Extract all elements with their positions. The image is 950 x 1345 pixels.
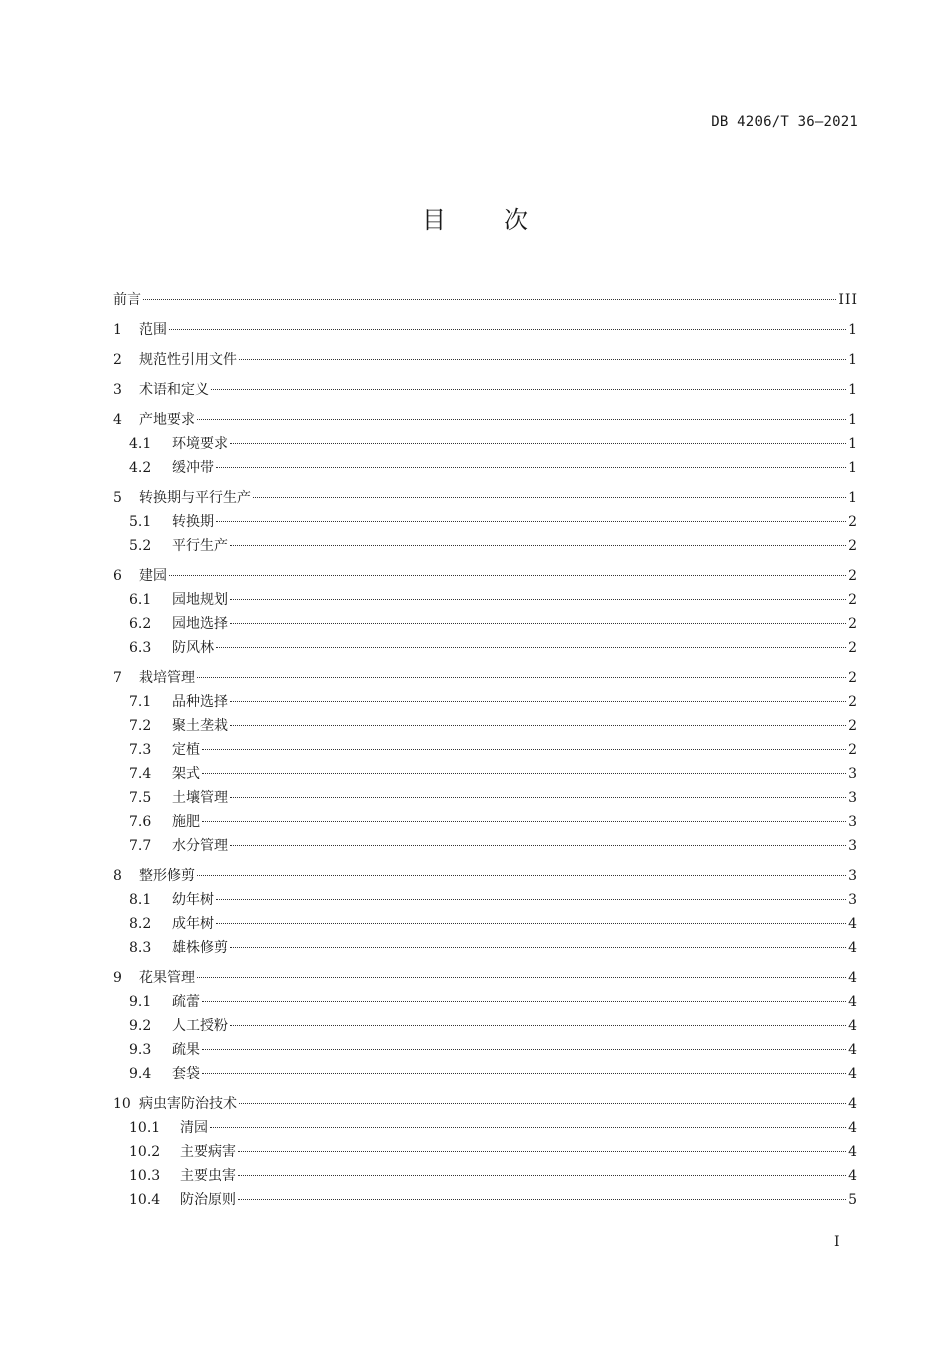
toc-leader-dots [143,299,836,300]
toc-entry[interactable] [113,762,858,786]
toc-entry-number: 5.1 [129,514,152,530]
toc-entry-page: 4 [848,916,858,932]
toc-leader-dots [216,467,846,468]
toc-entry-number: 6.1 [129,592,152,608]
toc-entry[interactable] [113,612,858,636]
toc-leader-dots [202,773,846,774]
toc-leader-dots [197,977,846,978]
toc-entry-label: 整形修剪 [139,868,195,884]
toc-entry-label: 雄株修剪 [172,940,228,956]
toc-entry-page: 4 [848,1018,858,1034]
toc-entry-label: 转换期与平行生产 [139,490,251,506]
toc-entry[interactable] [113,888,858,912]
toc-entry-number: 4.1 [129,436,152,452]
toc-entry-label: 平行生产 [172,538,228,554]
toc-entry[interactable] [113,690,858,714]
toc-leader-dots [230,797,846,798]
toc-entry-number: 6.2 [129,616,152,632]
toc-entry[interactable] [113,786,858,810]
toc-entry[interactable] [113,564,858,588]
toc-entry[interactable] [113,456,858,480]
toc-entry-number: 8.1 [129,892,152,908]
toc-entry-page: 2 [848,568,858,584]
toc-entry[interactable] [113,1014,858,1038]
toc-leader-dots [230,599,846,600]
toc-leader-dots [202,1073,846,1074]
toc-leader-dots [230,845,846,846]
toc-entry-page: 2 [848,616,858,632]
toc-leader-dots [230,545,846,546]
toc-entry-page: 3 [848,868,858,884]
toc-entry[interactable] [113,432,858,456]
toc-entry-label: 套袋 [172,1066,200,1082]
toc-leader-dots [230,725,846,726]
toc-entry-label: 主要病害 [180,1144,236,1160]
toc-leader-dots [216,899,846,900]
toc-leader-dots [238,1151,846,1152]
toc-entry-page: 1 [848,490,858,506]
page-title [0,200,950,235]
toc-entry[interactable] [113,966,858,990]
toc-entry-page: 2 [848,640,858,656]
toc-entry-number: 3 [113,382,122,398]
toc-entry-number: 10.3 [129,1168,161,1184]
toc-entry-number: 10 [113,1096,131,1112]
toc-entry-label: 幼年树 [172,892,214,908]
toc-entry-label: 疏果 [172,1042,200,1058]
toc-entry-label: 防风林 [172,640,214,656]
toc-entry-label: 主要虫害 [180,1168,236,1184]
toc-entry-page: 2 [848,742,858,758]
toc-entry-page: 4 [848,970,858,986]
toc-leader-dots [202,821,846,822]
toc-leader-dots [210,1127,846,1128]
toc-leader-dots [216,521,846,522]
toc-entry-number: 2 [113,352,122,368]
toc-entry[interactable] [113,666,858,690]
toc-entry-label: 防治原则 [180,1192,236,1208]
toc-leader-dots [238,1175,846,1176]
toc-leader-dots [169,575,846,576]
toc-entry[interactable] [113,834,858,858]
toc-entry-number: 8 [113,868,122,884]
toc-leader-dots [202,749,846,750]
toc-entry-number: 7.3 [129,742,152,758]
toc-entry[interactable] [113,318,858,342]
toc-entry-label: 病虫害防治技术 [139,1096,237,1112]
toc-entry-label: 疏蕾 [172,994,200,1010]
toc-entry-label: 术语和定义 [139,382,209,398]
toc-entry-label: 架式 [172,766,200,782]
toc-leader-dots [216,647,846,648]
toc-entry-page: 1 [848,322,858,338]
toc-entry-number: 8.3 [129,940,152,956]
toc-entry-number: 10.2 [129,1144,161,1160]
toc-leader-dots [253,497,846,498]
toc-entry-page: 2 [848,670,858,686]
toc-entry[interactable] [113,714,858,738]
toc-entry[interactable] [113,534,858,558]
toc-entry-label: 园地规划 [172,592,228,608]
toc-leader-dots [169,329,846,330]
toc-entry-label: 栽培管理 [139,670,195,686]
toc-entry-number: 9.2 [129,1018,152,1034]
toc-entry[interactable] [113,378,858,402]
toc-entry-label: 缓冲带 [172,460,214,476]
toc-entry-number: 7.1 [129,694,152,710]
toc-entry-page: 3 [848,892,858,908]
toc-entry[interactable] [113,510,858,534]
toc-leader-dots [197,677,846,678]
toc-entry-label: 范围 [139,322,167,338]
toc-entry-number: 7.4 [129,766,152,782]
toc-entry-page: 1 [848,436,858,452]
toc-entry-page: 4 [848,1168,858,1184]
toc-entry-number: 7.5 [129,790,152,806]
toc-entry-page: 2 [848,718,858,734]
toc-entry[interactable] [113,408,858,432]
toc-entry-page: 2 [848,538,858,554]
toc-entry[interactable] [113,636,858,660]
toc-entry-page: 3 [848,790,858,806]
document-code: DB 4206/T 36—2021 [711,114,858,130]
toc-entry-number: 8.2 [129,916,152,932]
toc-entry-page: 2 [848,592,858,608]
toc-entry[interactable] [113,864,858,888]
toc-entry-page: 1 [848,382,858,398]
toc-leader-dots [230,1025,846,1026]
toc-entry-number: 5 [113,490,122,506]
toc-leader-dots [216,923,846,924]
toc-entry-page: 4 [848,1066,858,1082]
toc-entry-label: 规范性引用文件 [139,352,237,368]
title-char-2: 次 [504,206,528,234]
toc-entry-label: 品种选择 [172,694,228,710]
toc-entry-label: 人工授粉 [172,1018,228,1034]
title-char-1: 目 [422,206,446,234]
toc-entry-number: 6.3 [129,640,152,656]
toc-entry[interactable] [113,1188,858,1212]
toc-entry-page: 4 [848,1042,858,1058]
toc-entry[interactable] [113,1164,858,1188]
toc-entry[interactable] [113,990,858,1014]
toc-entry-number: 7.7 [129,838,152,854]
toc-entry[interactable] [113,486,858,510]
toc-entry-label: 前言 [113,292,141,308]
toc-entry-number: 4 [113,412,122,428]
toc-entry-number: 1 [113,322,122,338]
toc-entry[interactable] [113,1062,858,1086]
footer-page-number: I [834,1234,840,1250]
toc-entry-page: 1 [848,352,858,368]
toc-entry-page: 3 [848,838,858,854]
toc-entry-page: 4 [848,994,858,1010]
toc-entry[interactable] [113,1140,858,1164]
toc-entry-label: 施肥 [172,814,200,830]
toc-entry-number: 9 [113,970,122,986]
table-of-contents [113,288,858,1212]
toc-leader-dots [230,701,846,702]
toc-entry-label: 转换期 [172,514,214,530]
toc-leader-dots [239,359,846,360]
toc-entry-number: 5.2 [129,538,152,554]
toc-entry[interactable] [113,912,858,936]
toc-entry-number: 9.4 [129,1066,152,1082]
toc-entry-label: 成年树 [172,916,214,932]
toc-entry[interactable] [113,1116,858,1140]
toc-leader-dots [202,1049,846,1050]
toc-entry-number: 7.2 [129,718,152,734]
toc-entry-number: 9.3 [129,1042,152,1058]
toc-leader-dots [230,947,846,948]
toc-entry-page: 4 [848,1096,858,1112]
toc-leader-dots [230,443,846,444]
toc-entry-page: 4 [848,1144,858,1160]
toc-entry-number: 9.1 [129,994,152,1010]
toc-leader-dots [211,389,846,390]
toc-entry-page: III [838,292,858,308]
toc-entry-label: 土壤管理 [172,790,228,806]
toc-entry-label: 水分管理 [172,838,228,854]
toc-entry-number: 7.6 [129,814,152,830]
toc-entry-number: 4.2 [129,460,152,476]
toc-entry-page: 5 [848,1192,858,1208]
toc-leader-dots [197,419,846,420]
toc-entry-label: 建园 [139,568,167,584]
toc-entry-label: 花果管理 [139,970,195,986]
toc-entry[interactable] [113,738,858,762]
toc-entry-page: 2 [848,694,858,710]
toc-entry-number: 7 [113,670,122,686]
toc-entry[interactable] [113,348,858,372]
toc-entry[interactable] [113,288,858,312]
toc-entry-number: 6 [113,568,122,584]
toc-entry-label: 清园 [180,1120,208,1136]
toc-leader-dots [197,875,846,876]
toc-entry-label: 环境要求 [172,436,228,452]
toc-entry[interactable] [113,588,858,612]
toc-entry-label: 定植 [172,742,200,758]
toc-leader-dots [239,1103,846,1104]
toc-entry[interactable] [113,1038,858,1062]
toc-entry-page: 3 [848,814,858,830]
toc-entry[interactable] [113,936,858,960]
toc-entry[interactable] [113,810,858,834]
toc-entry-label: 产地要求 [139,412,195,428]
toc-entry-number: 10.1 [129,1120,161,1136]
toc-entry[interactable] [113,1092,858,1116]
toc-leader-dots [202,1001,846,1002]
toc-entry-label: 园地选择 [172,616,228,632]
toc-entry-page: 3 [848,766,858,782]
toc-entry-page: 4 [848,1120,858,1136]
toc-entry-page: 2 [848,514,858,530]
toc-entry-page: 1 [848,460,858,476]
toc-leader-dots [230,623,846,624]
toc-leader-dots [238,1199,846,1200]
toc-entry-page: 4 [848,940,858,956]
toc-entry-number: 10.4 [129,1192,161,1208]
toc-entry-page: 1 [848,412,858,428]
toc-entry-label: 聚土垄栽 [172,718,228,734]
